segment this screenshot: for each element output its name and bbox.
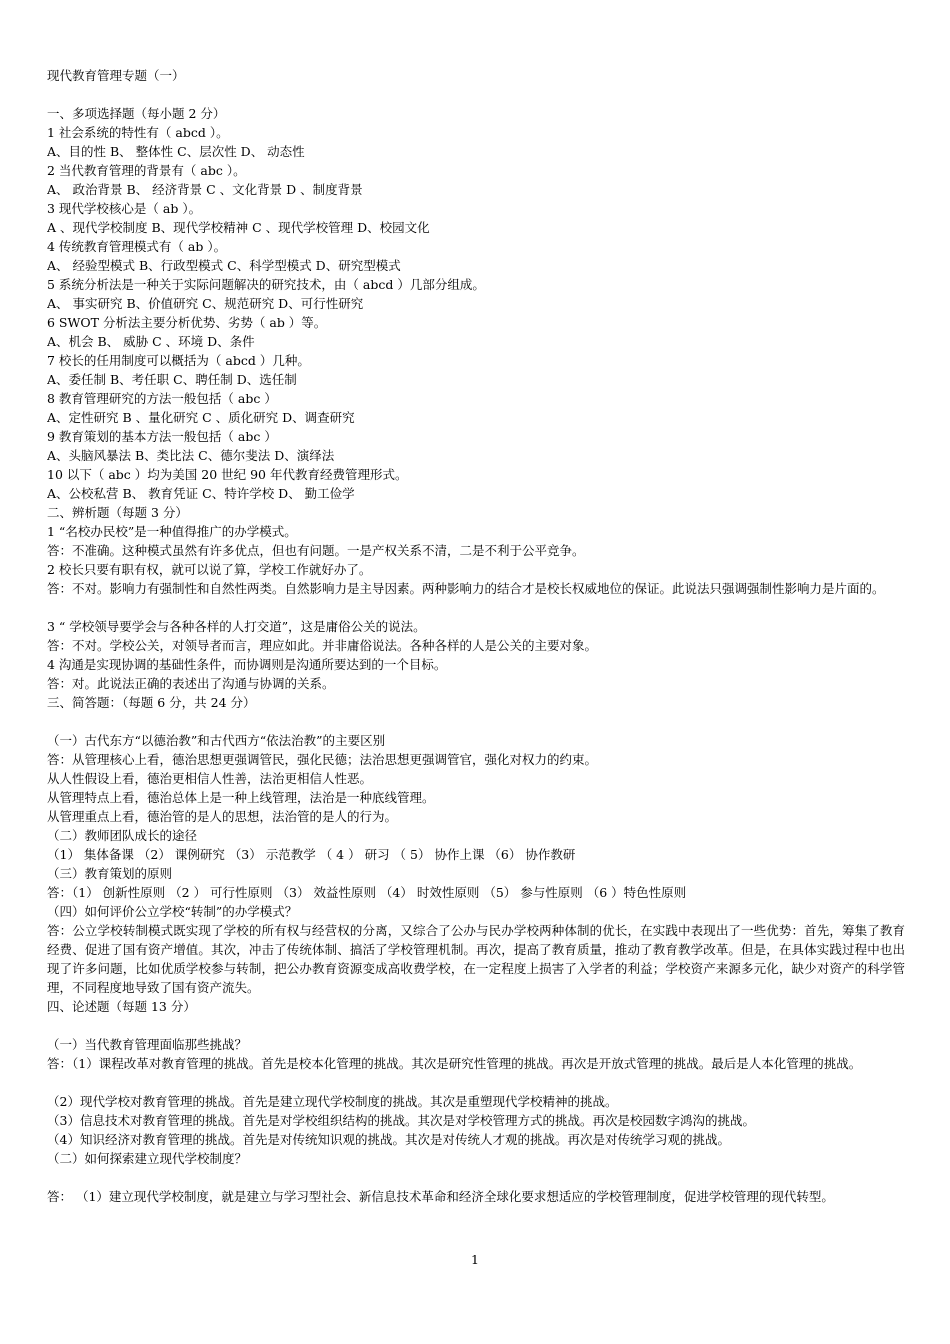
- question-line: （四）如何评价公立学校“转制”的办学模式？: [47, 904, 298, 919]
- answer-paragraph: 答： （1）建立现代学校制度，就是建立与学习型社会、新信息技术革命和经济全球化要求想适应的学校管理制度，促进学校管理的现代转型。: [47, 1189, 834, 1204]
- section-heading: 四、论述题（每题 13 分）: [47, 999, 196, 1014]
- question-line: 10 以下（ abc ）均为美国 20 世纪 90 年代教育经费管理形式。: [47, 467, 408, 482]
- answer-line: （2）现代学校对教育管理的挑战。首先是建立现代学校制度的挑战。其次是重塑现代学校精神的挑战。: [47, 1094, 618, 1109]
- document-title: 现代教育管理专题（一）: [47, 68, 185, 83]
- question-line: （二）如何探索建立现代学校制度？: [47, 1151, 248, 1166]
- section-heading: 三、简答题：（每题 6 分，共 24 分）: [47, 695, 256, 710]
- options-line: A、委任制 B、考任职 C、聘任制 D、选任制: [47, 372, 297, 387]
- question-line: 4 沟通是实现协调的基础性条件，而协调则是沟通所要达到的一个目标。: [47, 657, 447, 672]
- answer-line: 答：对。此说法正确的表述出了沟通与协调的关系。: [47, 676, 335, 691]
- options-line: A 、现代学校制度 B、现代学校精神 C 、现代学校管理 D、校园文化: [47, 220, 430, 235]
- options-line: A、 政治背景 B、 经济背景 C 、文化背景 D 、制度背景: [47, 182, 363, 197]
- section-heading: 一、多项选择题（每小题 2 分）: [47, 106, 226, 121]
- question-line: 9 教育策划的基本方法一般包括（ abc ）: [47, 429, 277, 444]
- answer-paragraph: 答：公立学校转制模式既实现了学校的所有权与经营权的分离，又综合了公办与民办学校两种体制的优长，在实践中表现出了一些优势：首先，筹集了教育经费、促进了国有资产增值。其次，冲击了传统体制、搞活了学校管理机制。再次，提高了教育质量，推动了教育教学改革。但是，在具体实践过程中也出现了许多问题，比如优质学校参与转制，把公办教育资源变成高收费学校，在一定程度上损害了入学者的利益；学校资产来源多元化，缺少对资产的科学管理，不同程度地导致了国有资产流失。: [47, 923, 905, 995]
- question-line: 6 SWOT 分析法主要分析优势、劣势（ ab ）等。: [47, 315, 327, 330]
- answer-line: （1） 集体备课 （2） 课例研究 （3） 示范教学 （ 4 ） 研习 （ 5） 协作上课 （6） 协作教研: [47, 847, 576, 862]
- question-line: 4 传统教育管理模式有（ ab ）。: [47, 239, 227, 254]
- answer-line: 答：从管理核心上看，德治思想更强调管民，强化民德；法治思想更强调管官，强化对权力的约束。: [47, 752, 598, 767]
- section-heading: 二、辨析题（每题 3 分）: [47, 505, 188, 520]
- answer-line: 从管理特点上看，德治总体上是一种上线管理，法治是一种底线管理。: [47, 790, 435, 805]
- options-line: A、头脑风暴法 B、类比法 C、德尔斐法 D、演绎法: [47, 448, 335, 463]
- question-line: 3 现代学校核心是（ ab ）。: [47, 201, 202, 216]
- question-line: 2 当代教育管理的背景有（ abc ）。: [47, 163, 246, 178]
- options-line: A、 事实研究 B、价值研究 C、规范研究 D、可行性研究: [47, 296, 364, 311]
- answer-line: （3）信息技术对教育管理的挑战。首先是对学校组织结构的挑战。其次是对学校管理方式的挑战。再次是校园数字鸿沟的挑战。: [47, 1113, 755, 1128]
- answer-paragraph: 答：不对。影响力有强制性和自然性两类。自然影响力是主导因素。两种影响力的结合才是校长权威地位的保证。此说法只强调强制性影响力是片面的。: [47, 581, 885, 596]
- answer-line: 答：不对。学校公关，对领导者而言，理应如此。并非庸俗说法。各种各样的人是公关的主要对象。: [47, 638, 598, 653]
- question-line: 1 社会系统的特性有（ abcd ）。: [47, 125, 229, 140]
- answer-line: 答：（1） 创新性原则 （2 ） 可行性原则 （3） 效益性原则 （4） 时效性原则 （5） 参与性原则 （6 ）特色性原则: [47, 885, 687, 900]
- question-line: （一）古代东方“以德治教”和古代西方“依法治教”的主要区别: [47, 733, 386, 748]
- options-line: A、 经验型模式 B、行政型模式 C、科学型模式 D、研究型模式: [47, 258, 401, 273]
- question-line: 5 系统分析法是一种关于实际问题解决的研究技术，由（ abcd ）几部分组成。: [47, 277, 485, 292]
- page-number: 1: [471, 1252, 479, 1267]
- answer-paragraph: 答：（1）课程改革对教育管理的挑战。首先是校本化管理的挑战。其次是研究性管理的挑战。再次是开放式管理的挑战。最后是人本化管理的挑战。: [47, 1056, 862, 1071]
- question-line: 8 教育管理研究的方法一般包括（ abc ）: [47, 391, 277, 406]
- answer-line: 从人性假设上看，德治更相信人性善，法治更相信人性恶。: [47, 771, 373, 786]
- question-line: 1 “名校办民校”是一种值得推广的办学模式。: [47, 524, 297, 539]
- options-line: A、定性研究 B 、量化研究 C 、质化研究 D、调查研究: [47, 410, 355, 425]
- question-line: （二）教师团队成长的途径: [47, 828, 198, 843]
- answer-line: （4）知识经济对教育管理的挑战。首先是对传统知识观的挑战。其次是对传统人才观的挑战。再次是对传统学习观的挑战。: [47, 1132, 730, 1147]
- question-line: 7 校长的任用制度可以概括为（ abcd ）几种。: [47, 353, 310, 368]
- question-line: （一）当代教育管理面临那些挑战？: [47, 1037, 248, 1052]
- options-line: A、目的性 B、 整体性 C、层次性 D、 动态性: [47, 144, 305, 159]
- options-line: A、机会 B、 威胁 C 、环境 D、条件: [47, 334, 255, 349]
- question-line: 2 校长只要有职有权，就可以说了算，学校工作就好办了。: [47, 562, 372, 577]
- options-line: A、公校私营 B、 教育凭证 C、特许学校 D、 勤工俭学: [47, 486, 355, 501]
- answer-line: 答：不准确。这种模式虽然有许多优点，但也有问题。一是产权关系不清，二是不利于公平竞争。: [47, 543, 585, 558]
- question-line: 3 “ 学校领导要学会与各种各样的人打交道”，这是庸俗公关的说法。: [47, 619, 426, 634]
- answer-line: 从管理重点上看，德治管的是人的思想，法治管的是人的行为。: [47, 809, 398, 824]
- question-line: （三）教育策划的原则: [47, 866, 173, 881]
